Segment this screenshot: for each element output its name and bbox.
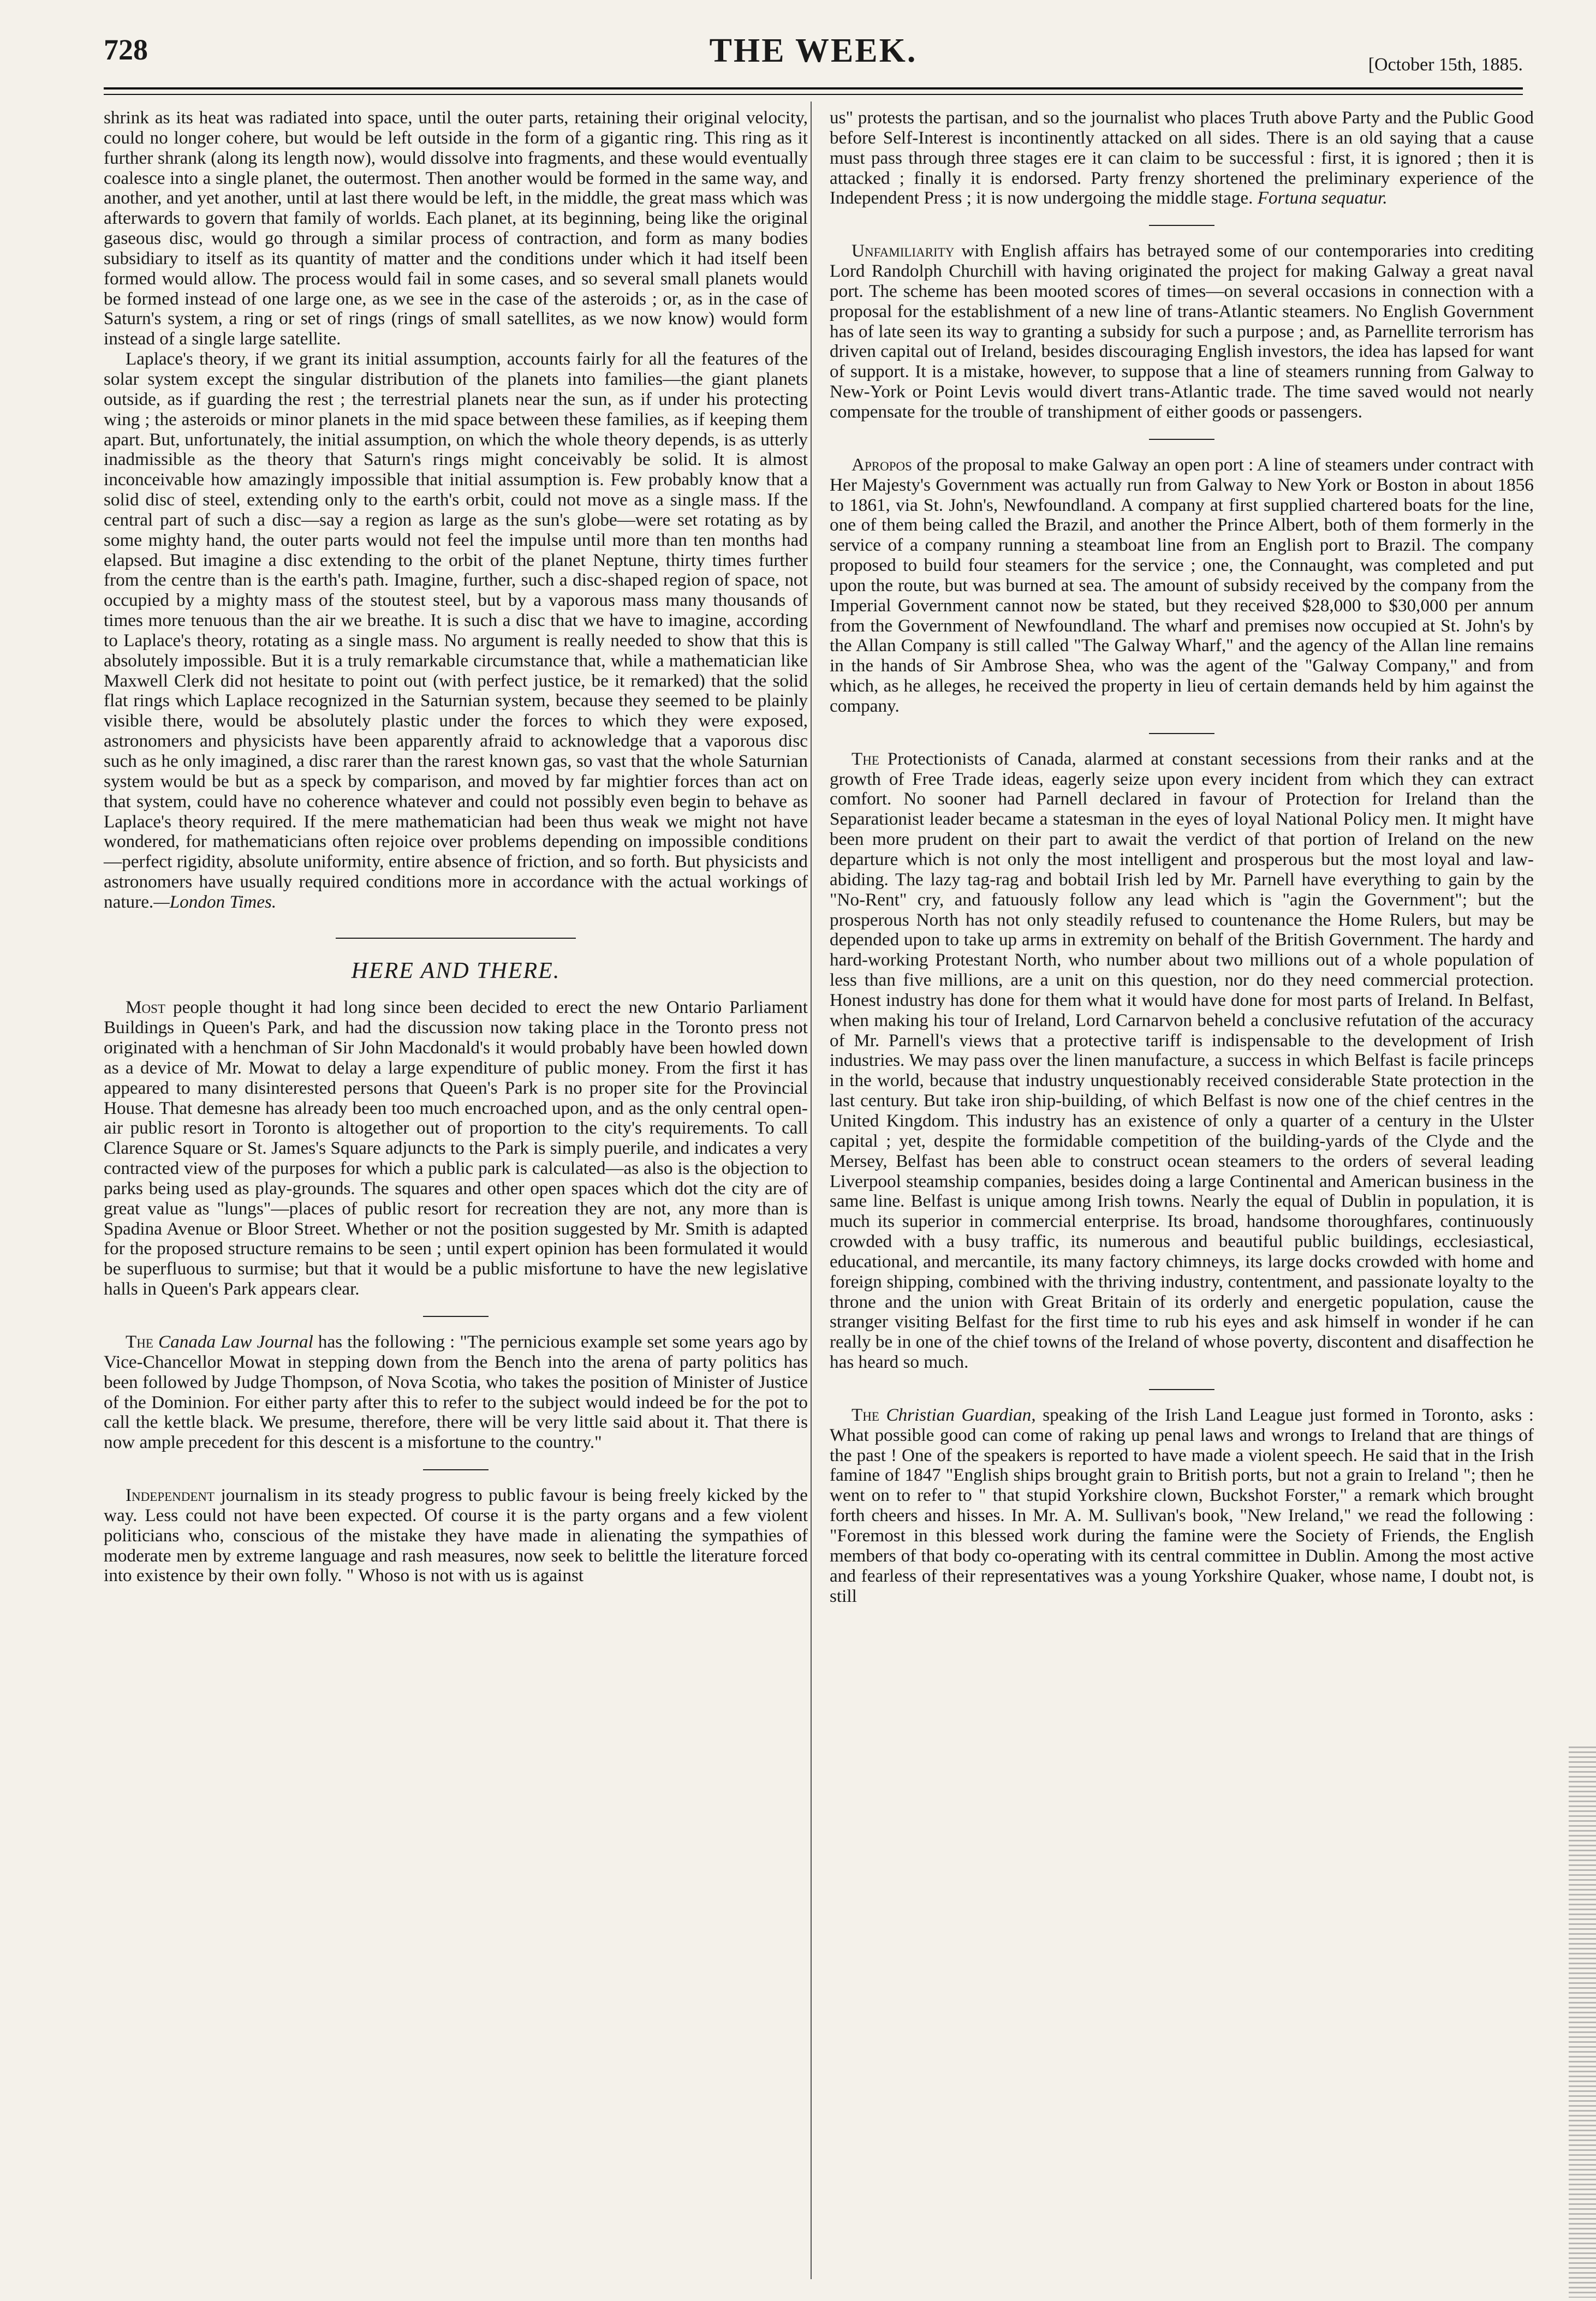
item-queens-park (104, 998, 808, 1299)
paragraph-text: people thought it had long since been decided to erect the new Ontario Parliament Buildings in Queen's Park, and had the discussion now taking place in the Toronto press not originated with a henchman of Sir John Macdonald's it would probably have been howled down as a device of Mr. Mowat to delay a large expenditure of public money. From the first it has appeared to many disinterested persons that Queen's Park is no proper site for the Provincial House. That demesne has already been too much encroached upon, and as the only central open-air public resort in Toronto is altogether out of proportion to the city's requirements. To call Clarence Square or St. James's Square adjuncts to the Park is simply puerile, and indicates a very contracted view of the purposes for which a public park is calculated—as also is the objection to parks being used as play-grounds. The squares and other open spaces which dot the city are of great value as "lungs"—places of public resort for recreation they are not, any more than is Spadina Avenue or Bloor Street. Whether or not the position suggested by Mr. Smith is adapted for the proposed structure remains to be seen ; until expert opinion has been formulated it would be superfluous to surmise; but that it would be a public misfortune to have the new legislative halls in Queen's Park appears clear. (104, 997, 808, 1299)
page-header (104, 28, 1523, 83)
column-divider (811, 102, 812, 2279)
item-divider (1149, 733, 1214, 734)
item-divider (423, 1316, 489, 1317)
item-galway-steamers (830, 455, 1534, 717)
publication-title: THE WEEK. (709, 32, 918, 69)
header-rule-thin (104, 94, 1523, 95)
item-divider (423, 1469, 489, 1470)
lead-word: The (851, 1404, 879, 1425)
issue-date: [October 15th, 1885. (1368, 55, 1523, 75)
paragraph-text: of the proposal to make Galway an open port : A line of steamers under contract with Her Majesty's Government was actually run from Galway to New York or Boston in about 1856 to 1861, via St. John's, Newfoundland. A company at first supplied chartered boats for the line, one of them being called the Brazil, and another the Prince Albert, both of them formerly in the service of a company running a steamboat line from an English port to Brazil. The company proposed to build four steamers for the service ; one, the Connaught, was completed and put upon the route, but was burned at sea. The amount of subsidy received by the company from the Imperial Government cannot now be stated, but they received $28,000 to $30,000 per annum from the Government of Newfoundland. The wharf and premises now occupied at St. John's by the Allan Company is still called "The Galway Wharf," and the agency of the Allan line remains in the hands of Sir Ambrose Shea, who was the agent of the "Galway Company," and from which, as he alleges, he received the property in lieu of certain demands held by him against the company. (830, 454, 1534, 716)
lead-word: Most (126, 997, 165, 1018)
item-galway-port (830, 241, 1534, 422)
paragraph-text: with English affairs has betrayed some of our contemporaries into crediting Lord Randolph Churchill with having originated the project for making Galway a great naval port. The scheme has been mooted scores of times—on several occasions in connection with a proposal for the establishment of a new line of trans-Atlantic steamers. No English Government has of late seen its way to granting a subsidy for such a purpose ; and, as Parnellite terrorism has driven capital out of Ireland, besides discouraging English investors, the idea has lapsed for want of support. It is a mistake, however, to suppose that a line of steamers running from Galway to New-York or Point Levis would divert trans-Atlantic trade. The time saved would not nearly compensate for the trouble of transhipment of either goods or passengers. (830, 241, 1534, 422)
paragraph-text: Laplace's theory, if we grant its initial assumption, accounts fairly for all the features of the solar system except the singular distribution of the planets into families—the giant planets outside, as if guarding the rest ; the terrestrial planets near the sun, as if under his protecting wing ; the asteroids or minor planets in the mid space between these families, as if keeping them apart. But, unfortunately, the initial assumption, on which the whole theory depends, is as utterly inadmissible as the theory that Saturn's rings might conceivably be solid. It is almost inconceivable how amazingly impossible that initial assumption is. Few probably know that a solid disc of steel, extending only to the earth's orbit, could not move as a single mass. If the central part of such a disc—say a region as large as the sun's globe—were set rotating as by some mighty hand, the outer parts would not feel the impulse until more than ten months had elapsed. But imagine a disc extending to the orbit of the planet Neptune, thirty times further from the centre than is the earth's path. Imagine, further, such a disc-shaped region of space, not occupied by a mighty mass of the stoutest steel, but by a vaporous mass many thousands of times more tenuous than the air we breathe. It is such a disc that we have to imagine, according to Laplace's theory, rotating as a single mass. No argument is really needed to show that this is absolutely impossible. But it is a truly remarkable circumstance that, while a mathematician like Maxwell Clerk did not hesitate to point out (with perfect justice, be it remarked) that the solid flat rings which Laplace recognized in the Saturnian system, because they seemed to be plainly visible there, would be absolutely plastic under the forces to which they were exposed, astronomers and physicists have been apparently afraid to acknowledge that a vaporous disc such as he only imagined, a disc rarer than the rarest known gas, so vast that the whole Saturnian system would be but as a speck by comparison, and moved by far mightier forces than act on that system, could have no coherence whatever and could not possibly even begin to behave as Laplace's theory required. If the mere mathematician had been thus weak we might not have wondered, for mathematicians often rejoice over problems depending on impossible conditions—perfect rigidity, absolute uniformity, entire absence of friction, and so forth. But physicists and astronomers have usually required conditions more in accordance with the actual workings of nature. (104, 349, 808, 912)
left-column (104, 108, 808, 1586)
source-attribution: —London Times. (153, 891, 277, 912)
item-independent-journalism (104, 1486, 808, 1586)
item-divider (1149, 439, 1214, 440)
section-title: HERE AND THERE. (351, 958, 561, 983)
lead-word: Independent (126, 1485, 215, 1506)
section-divider (336, 938, 576, 939)
article-paragraph-laplace-1: shrink as its heat was radiated into space, until the outer parts, retaining their original velocity, could no longer cohere, but would be left outside in the form of a gigantic ring. This ring as it further shrank (along its length now), would dissolve into fragments, and these would eventually coalesce into a single planet, the outermost. Then another would be formed in the same way, and another, and yet another, until at last there would be left, in the middle, the great mass which was afterwards to govern that family of worlds. Each planet, at its beginning, being like the original gaseous disc, would go through a similar process of contraction, and form as many bodies subsidiary to itself as its quantity of matter and the conditions under which it had itself been formed would allow. The process would fail in some cases, and so several small planets would be formed instead of one large one, as we see in the case of the asteroids ; or, as in the case of Saturn's system, a ring or set of rings (rings of small satellites, as we now know) would form instead of a single large satellite. (104, 108, 808, 349)
publication-name: Christian Guardian, (879, 1404, 1036, 1425)
publication-name: Canada Law Journal (153, 1332, 313, 1352)
item-divider (1149, 1389, 1214, 1390)
item-independent-journalism-cont (830, 108, 1534, 208)
lead-word: The (126, 1332, 153, 1352)
lead-word: Unfamiliarity (851, 241, 955, 261)
latin-phrase: Fortuna sequatur. (1257, 188, 1387, 208)
item-divider (1149, 225, 1214, 226)
lead-word: The (851, 748, 879, 769)
paragraph-text: journalism in its steady progress to public favour is being freely kicked by the way. Less could not have been expected. Of course it is the party organs and a few violent politicians who, conscious of the mistake they have made in alienating the sympathies of moderate men by extreme language and rash measures, now seek to belittle the literature forced into existence by their own folly. " Whoso is not with us is against (104, 1485, 808, 1586)
scan-edge-shadow (1569, 1746, 1596, 2298)
lead-word: Apropos (851, 454, 912, 475)
item-canada-law-journal (104, 1332, 808, 1453)
paragraph-text: us" protests the partisan, and so the journalist who places Truth above Party and the Public Good before Self-Interest is incontinently attacked on all sides. There is an old saying that a cause must pass through three stages ere it can claim to be successful : first, it is ignored ; then it is attacked ; finally it is endorsed. Party frenzy shortened the preliminary experience of the Independent Press ; it is now undergoing the middle stage. (830, 108, 1534, 208)
paragraph-text: Protectionists of Canada, alarmed at constant secessions from their ranks and at the growth of Free Trade ideas, eagerly seize upon every incident from which they can extract comfort. No sooner had Parnell declared in favour of Protection for Ireland than the Separationist leader became a statesman in the eyes of loyal National Policy men. It might have been more prudent on their part to await the verdict of that portion of Ireland on the new departure which is not only the most intelligent and prosperous but the most loyal and law-abiding. The lazy tag-rag and bobtail Irish led by Mr. Parnell have everything to gain by the "No-Rent" cry, and fatuously follow any lead which is "agin the Government"; but the prosperous North has not only steadily refused to countenance the Home Rulers, but may be depended upon to take up arms in extremity on behalf of the British Government. The hardy and hard-working Protestant North, who number about two millions out of a whole population of less than five millions, are a unit on this question, nor do they need commercial protection. Honest industry has done for them what it would have done for most parts of Ireland. In Belfast, when making his tour of Ireland, Lord Carnarvon beheld a conclusive refutation of the accuracy of Mr. Parnell's views that a protective tariff is indispensable to the development of Irish industries. We may pass over the linen manufacture, a success in which Belfast is facile princeps in the world, because that industry unquestionably received considerable State protection in the last century. But take iron ship-building, of which Belfast is now one of the chief centres in the United Kingdom. This industry has an existence of only a quarter of a century in the Ulster capital ; yet, despite the formidable competition of the building-yards of the Clyde and the Mersey, Belfast has been able to construct ocean steamers to the orders of several leading Liverpool steamship companies, besides doing a large Continental and American business in the same line. Belfast is unique among Irish towns. Nearly the equal of Dublin in population, it is much its superior in commercial enterprise. Its broad, handsome thoroughfares, continuously crowded with a busy traffic, its numerous and beautiful public buildings, ecclesiastical, educational, and mercantile, its many factory chimneys, its large docks crowded with home and foreign shipping, combined with the thriving industry, contentment, and passionate loyalty to the throne and the union with Great Britain of its orderly and energetic population, cause the stranger visiting Belfast for the first time to rub his eyes and ask himself in wonder if he can really be in one of the chief towns of the Ireland of whose poverty, discontent and disaffection he has heard so much. (830, 748, 1534, 1373)
header-rule-thick (104, 87, 1523, 90)
paragraph-text: has the following : "The pernicious example set some years ago by Vice-Chancellor Mowat in stepping down from the Bench into the arena of party politics has been followed by Judge Thompson, of Nova Scotia, who takes the position of Minister of Justice of the Dominion. For either party after this to refer to the subject would indeed be for the pot to call the kettle black. We presume, therefore, there will be very little said about it. That there is now ample precedent for this descent is a misfortune to the country." (104, 1332, 808, 1453)
page-number: 728 (104, 33, 148, 66)
paragraph-text: speaking of the Irish Land League just formed in Toronto, asks : What possible good can come of raking up penal laws and wrongs to Ireland that are things of the past ! One of the speakers is reported to have made a violent speech. He said that in the Irish famine of 1847 "English ships brought grain to British ports, but not a grain to Ireland "; then he went on to refer to " that stupid Yorkshire clown, Buckshot Forster," a remark which brought forth cheers and hisses. In Mr. A. M. Sullivan's book, "New Ireland," we read the following : "Foremost in this blessed work during the famine were the Society of Friends, the English members of that body co-operating with its central committee in Dublin. Among the most active and fearless of their representatives was a young Yorkshire Quaker, whose name, I doubt not, is still (830, 1404, 1534, 1606)
article-paragraph-laplace-2 (104, 349, 808, 913)
item-christian-guardian (830, 1405, 1534, 1606)
item-protectionists (830, 749, 1534, 1373)
right-column (830, 108, 1534, 1606)
